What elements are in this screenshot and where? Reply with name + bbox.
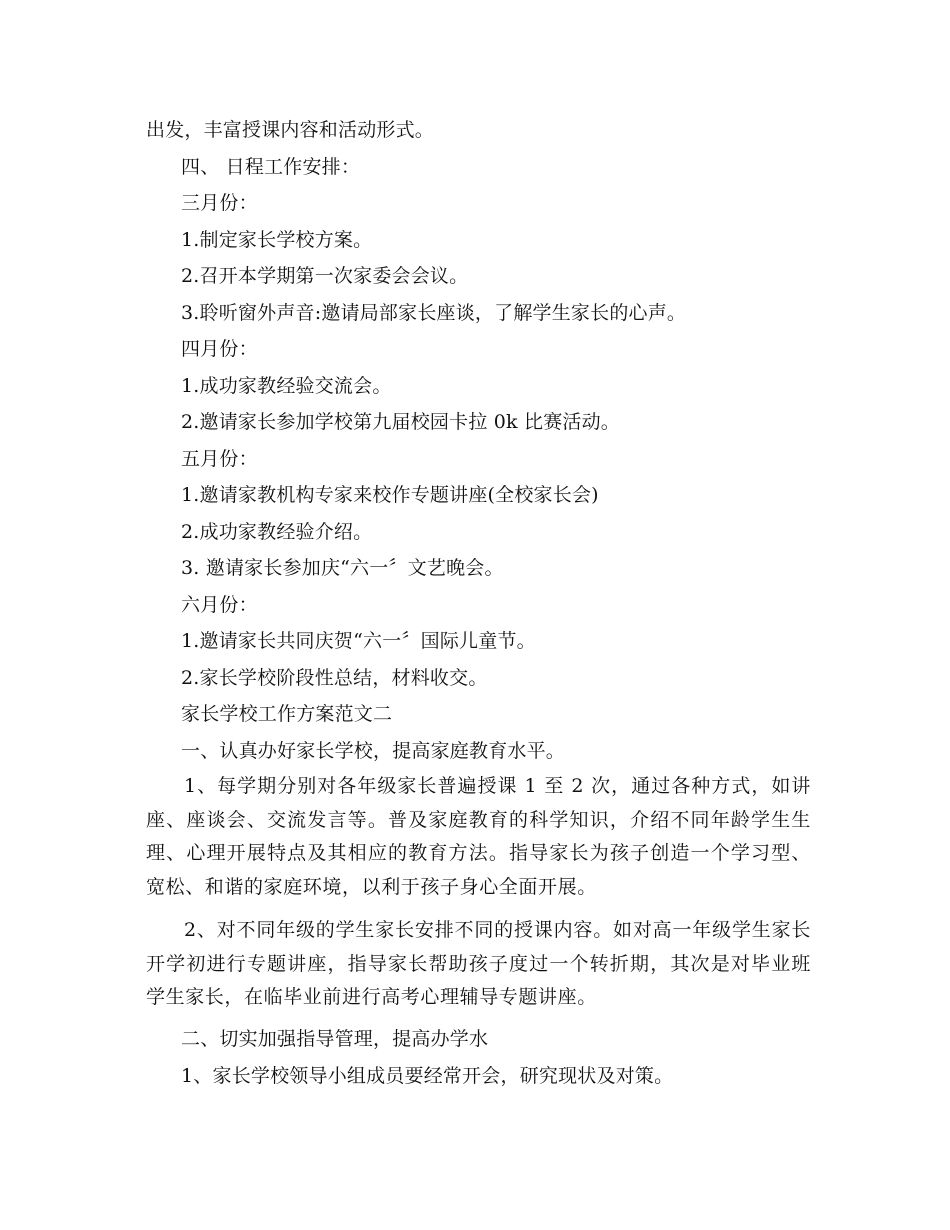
month-heading: 四月份： — [181, 338, 258, 360]
list-item: 3.聆听窗外声音:邀请局部家长座谈，了解学生家长的心声。 — [181, 302, 687, 324]
list-item: 1.制定家长学校方案。 — [181, 229, 373, 251]
list-item: 1.成功家教经验交流会。 — [181, 375, 392, 397]
body-paragraph: 1、每学期分别对各年级家长普遍授课 1 至 2 次，通过各种方式，如讲座、座谈会、交流发言等。普及家庭教育的科学知识，介绍不同年龄学生生理、心理开展特点及其相应的教育方法。指导家长为孩子创造一个学习型、宽松、和谐的家庭环境，以利于孩子身心全面开展。 — [146, 775, 811, 898]
list-item: 2.家长学校阶段性总结，材料收交。 — [181, 667, 488, 689]
list-item: 1.邀请家教机构专家来校作专题讲座(全校家长会) — [181, 484, 599, 506]
list-item: 3. 邀请家长参加庆“六一〞文艺晚会。 — [181, 557, 504, 579]
month-heading: 五月份： — [181, 448, 258, 470]
section-heading: 一、认真办好家长学校，提高家庭教育水平。 — [181, 740, 566, 762]
month-heading: 六月份： — [181, 594, 258, 616]
list-item: 1.邀请家长共同庆贺“六一〞国际儿童节。 — [181, 630, 536, 652]
section-heading: 二、切实加强指导管理，提高办学水 — [181, 1028, 489, 1050]
month-heading: 三月份： — [181, 192, 258, 214]
document-subtitle: 家长学校工作方案范文二 — [181, 703, 393, 725]
body-paragraph: 2、对不同年级的学生家长安排不同的授课内容。如对高一年级学生家长开学初进行专题讲座，指导家长帮助孩子度过一个转折期，其次是对毕业班学生家长，在临毕业前进行高考心理辅导专题讲座。 — [146, 919, 811, 1008]
list-item: 1、家长学校领导小组成员要经常开会，研究现状及对策。 — [181, 1065, 674, 1087]
section-heading: 四、 日程工作安排： — [181, 156, 361, 178]
list-item: 2.成功家教经验介绍。 — [181, 521, 373, 543]
list-item: 2.召开本学期第一次家委会会议。 — [181, 265, 469, 287]
list-item: 2.邀请家长参加学校第九届校园卡拉 0k 比赛活动。 — [181, 411, 621, 433]
text-line: 出发，丰富授课内容和活动形式。 — [146, 119, 435, 141]
